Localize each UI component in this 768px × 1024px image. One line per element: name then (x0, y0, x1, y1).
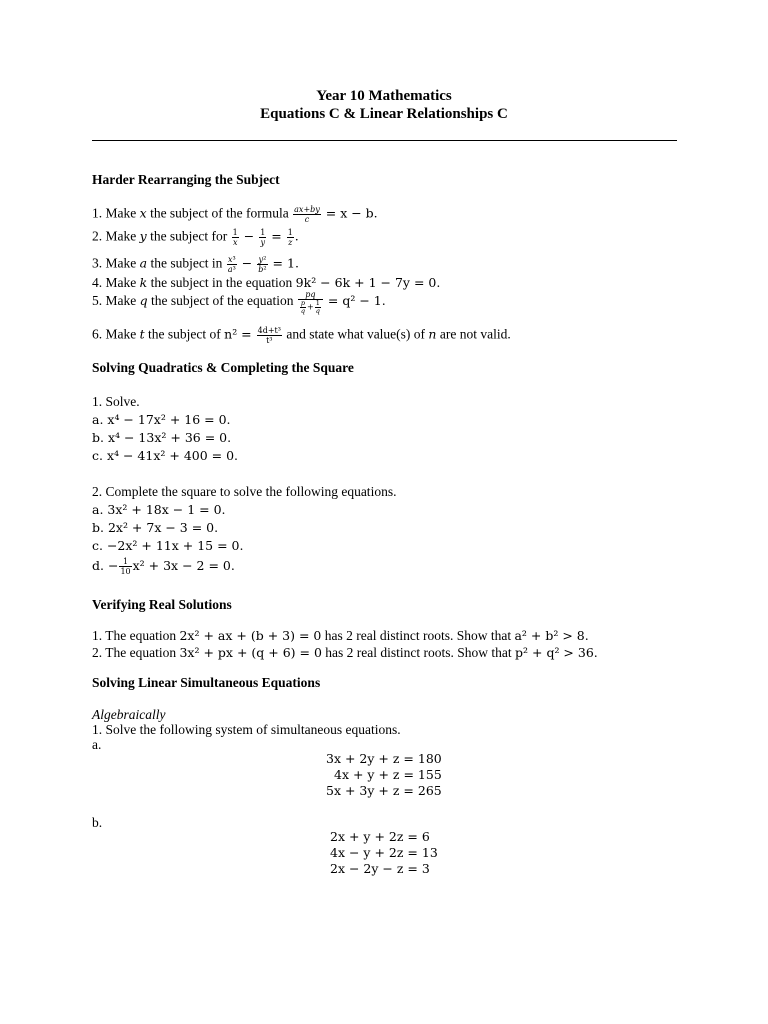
section-heading-verifying: Verifying Real Solutions (92, 597, 232, 612)
simultaneous-subheading: Algebraically (92, 707, 166, 722)
rearrange-question-5: 5. Make q the subject of the equation pq $\frac{p}{q}$ + $\frac{1}{q}$ = q² − 1. (92, 290, 386, 315)
section-heading-simultaneous: Solving Linear Simultaneous Equations (92, 675, 321, 690)
page-subtitle: Equations C & Linear Relationships C (260, 106, 508, 122)
title-divider (92, 140, 677, 141)
rearrange-question-2: 2. Make y the subject for $\frac{1}{x}$ − $\frac{1}{y}$ = $\frac{1}{z}$ . (92, 228, 299, 247)
rearrange-question-4: 4. Make k the subject in the equation 9k² − 6k + 1 − 7y = 0. (92, 275, 441, 290)
quadratics-q2b: b. 2x² + 7x − 3 = 0. (92, 520, 219, 535)
rearrange-question-1: 1. Make x the subject of the formula $\frac{ax+by}{c}$ = x − b. (92, 205, 378, 224)
section-heading-rearranging: Harder Rearranging the Subject (92, 172, 280, 187)
section-heading-quadratics: Solving Quadratics & Completing the Square (92, 360, 354, 375)
page-title: Year 10 Mathematics (316, 88, 452, 104)
quadratics-q1c: c. x⁴ − 41x² + 400 = 0. (92, 448, 239, 463)
simultaneous-part-b-label: b. (92, 815, 103, 830)
quadratics-q1-label: 1. Solve. (92, 394, 140, 409)
simultaneous-q1-label: 1. Solve the following system of simultaneous equations. (92, 722, 401, 737)
quadratics-q2d: d. − $\frac{1}{10}$ x² + 3x − 2 = 0. (92, 557, 235, 576)
rearrange-question-6: 6. Make t the subject of n² = $\frac{\text{4d+t³}}{\text{t³}}$ and state what value(s) of n are not valid. (92, 326, 511, 345)
quadratics-q2c: c. −2x² + 11x + 15 = 0. (92, 538, 244, 553)
quadratics-q2a: a. 3x² + 18x − 1 = 0. (92, 502, 226, 517)
simultaneous-part-a-label: a. (92, 737, 102, 752)
verifying-q1: 1. The equation 2x² + ax + (b + 3) = 0 has 2 real distinct roots. Show that a² + b² > 8. (92, 628, 589, 643)
rearrange-question-3: 3. Make a the subject in $\frac{\text{x³}}{\text{a³}}$ − $\frac{\text{y²}}{\text{b²}}$ = 1. (92, 255, 299, 274)
quadratics-q2-label: 2. Complete the square to solve the following equations. (92, 484, 397, 499)
system-b-equation-1: 2x + y + 2z = 6 (330, 829, 430, 844)
system-a-equation-3: 5x + 3y + z = 265 (326, 783, 442, 798)
system-b-equation-2: 4x − y + 2z = 13 (330, 845, 438, 860)
quadratics-q1a: a. x⁴ − 17x² + 16 = 0. (92, 412, 231, 427)
system-a-equation-2: 4x + y + z = 155 (334, 767, 442, 782)
system-b-equation-3: 2x − 2y − z = 3 (330, 861, 430, 876)
system-a-equation-1: 3x + 2y + z = 180 (326, 751, 442, 766)
quadratics-q1b: b. x⁴ − 13x² + 36 = 0. (92, 430, 232, 445)
verifying-q2: 2. The equation 3x² + px + (q + 6) = 0 has 2 real distinct roots. Show that p² + q² > 36. (92, 645, 598, 660)
